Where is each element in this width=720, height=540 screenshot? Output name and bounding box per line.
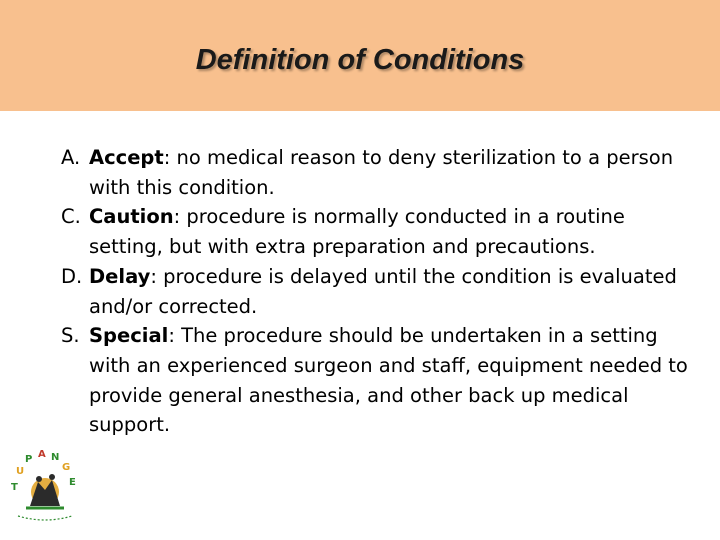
- item-prefix: C.: [61, 205, 81, 229]
- item-text: : procedure is delayed until the condition is evaluated and/or corrected.: [89, 264, 677, 318]
- item-term: Caution: [89, 205, 174, 229]
- svg-text:P: P: [25, 454, 33, 465]
- svg-text:U: U: [16, 466, 25, 477]
- item-prefix: S.: [61, 324, 80, 348]
- svg-text:T: T: [11, 482, 18, 493]
- item-term: Delay: [89, 264, 151, 288]
- list-item: [61, 262, 701, 321]
- tupange-logo: [8, 446, 82, 526]
- item-term: Special: [89, 324, 169, 348]
- list-item: [61, 202, 701, 261]
- list-item: [61, 143, 701, 202]
- slide-title: Definition of Conditions: [195, 44, 525, 76]
- item-prefix: A.: [61, 146, 81, 169]
- definitions-list: [61, 143, 701, 440]
- list-item: [61, 321, 701, 440]
- svg-text:G: G: [62, 462, 71, 473]
- item-prefix: D.: [61, 264, 83, 288]
- item-text: : procedure is normally conducted in a routine setting, but with extra preparation and precautions.: [89, 205, 625, 259]
- svg-text:E: E: [69, 477, 76, 488]
- item-text: : no medical reason to deny sterilization to a person with this condition.: [89, 146, 674, 199]
- svg-text:N: N: [51, 452, 60, 463]
- item-text: : The procedure should be undertaken in a setting with an experienced surgeon and staff, equipment needed to provide general anesthesia, and other back up medical support.: [89, 324, 688, 437]
- svg-text:A: A: [38, 449, 46, 460]
- item-term: Accept: [89, 146, 164, 169]
